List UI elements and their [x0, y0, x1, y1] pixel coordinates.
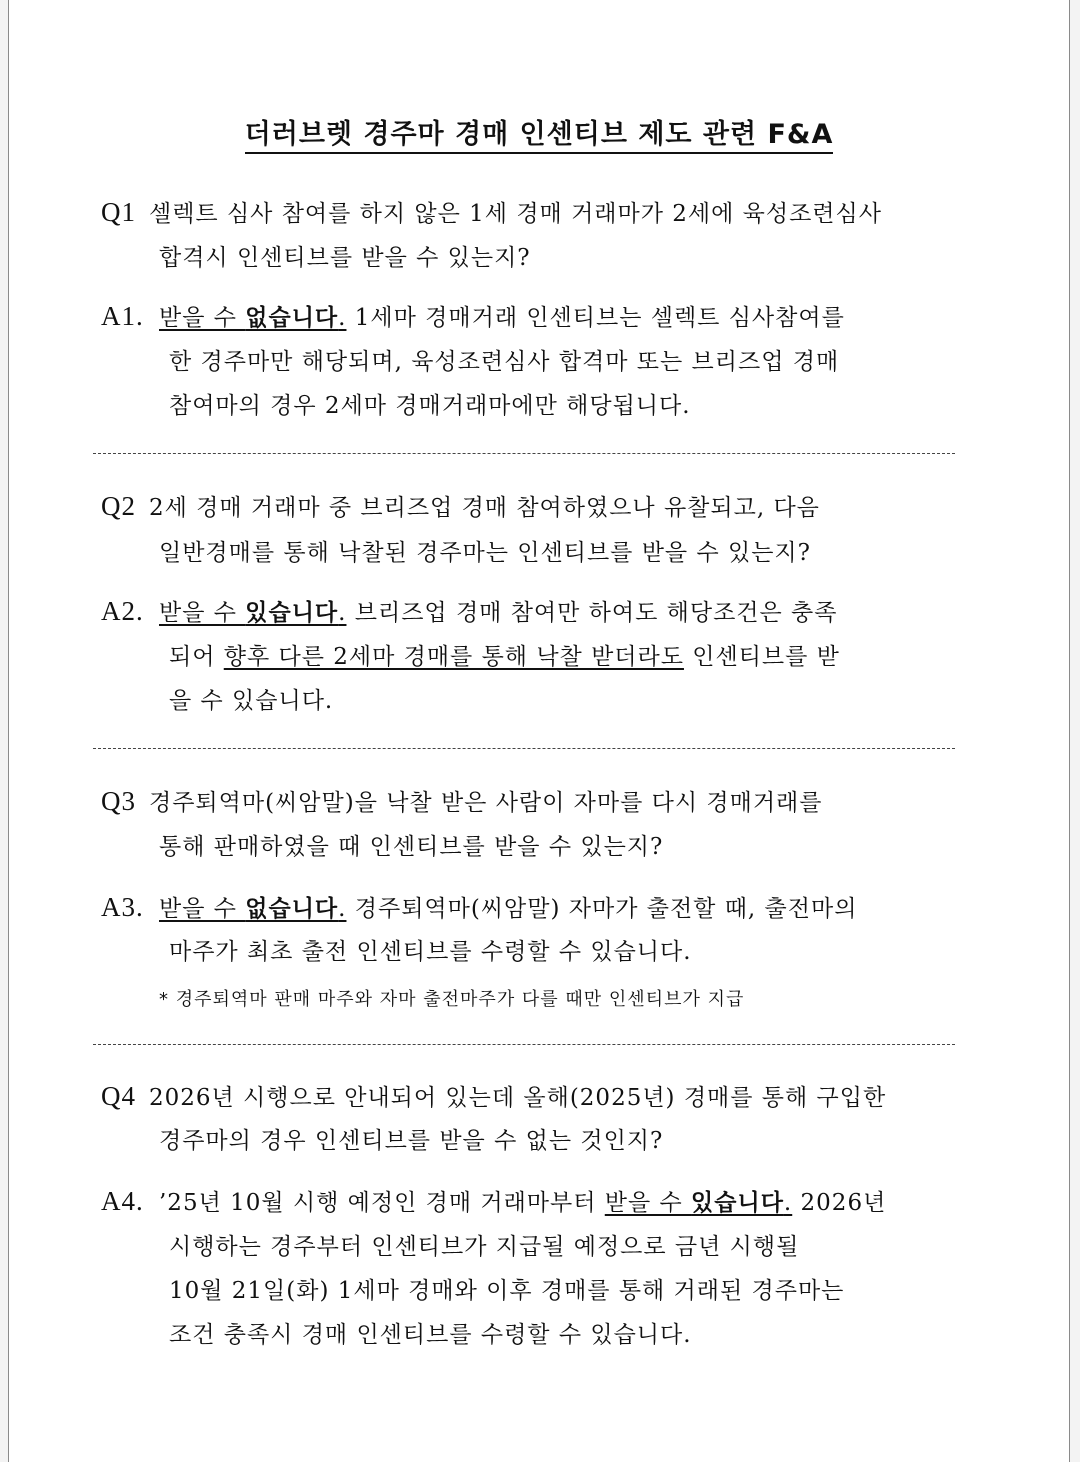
answer-3-note: * 경주퇴역마 판매 마주와 자마 출전마주가 다를 때만 인센티브가 지급: [159, 989, 745, 1010]
answer-label: A3.: [101, 892, 144, 922]
question-3: Q3 경주퇴역마(씨암말)을 낙찰 받은 사람이 자마를 다시 경매거래를: [101, 786, 823, 816]
question-3-line-2: 통해 판매하였을 때 인센티브를 받을 수 있는지?: [159, 834, 664, 860]
page-title: 더러브렛 경주마 경매 인센티브 제도 관련 F&A: [9, 112, 1069, 151]
answer-2-line-2: 되어 향후 다른 2세마 경매를 통해 낙찰 받더라도 인센티브를 받: [169, 644, 840, 670]
answer-4-line-2: 시행하는 경주부터 인센티브가 지급될 예정으로 금년 시행될: [169, 1234, 800, 1260]
answer-3-line-2: 마주가 최초 출전 인센티브를 수령할 수 있습니다.: [169, 939, 692, 965]
answer-label: A4.: [101, 1186, 144, 1216]
question-label: Q4: [101, 1081, 136, 1111]
question-4: Q4 2026년 시행으로 안내되어 있는데 올해(2025년) 경매를 통해 구입한: [101, 1081, 887, 1111]
answer-1-line-3: 참여마의 경우 2세마 경매거래마에만 해당됩니다.: [169, 393, 691, 419]
section-divider: [93, 748, 955, 749]
section-divider: [93, 1044, 955, 1045]
answer-4-emphasis: 받을 수 있습니다.: [604, 1190, 793, 1216]
answer-1-line-2: 한 경주마만 해당되며, 육성조련심사 합격마 또는 브리즈업 경매: [169, 349, 840, 375]
answer-4: A4. ’25년 10월 시행 예정인 경매 거래마부터 받을 수 있습니다. 2026년: [101, 1186, 887, 1216]
question-2-line-2: 일반경매를 통해 낙찰된 경주마는 인센티브를 받을 수 있는지?: [159, 540, 811, 566]
answer-2-emphasis: 받을 수 있습니다.: [159, 600, 347, 626]
question-4-line-2: 경주마의 경우 인센티브를 받을 수 없는 것인지?: [159, 1128, 664, 1154]
answer-2-line-3: 을 수 있습니다.: [169, 688, 334, 714]
document-page: [8, 0, 1070, 1462]
question-1-line-2: 합격시 인센티브를 받을 수 있는지?: [159, 245, 531, 271]
answer-3-emphasis: 받을 수 없습니다.: [159, 896, 347, 922]
question-label: Q1: [101, 197, 136, 227]
answer-1-emphasis: 받을 수 없습니다.: [159, 305, 347, 331]
answer-label: A1.: [101, 301, 144, 331]
answer-4-line-4: 조건 충족시 경매 인센티브를 수령할 수 있습니다.: [169, 1322, 692, 1348]
answer-1: A1. 받을 수 없습니다. 1세마 경매거래 인센티브는 셀렉트 심사참여를: [101, 301, 845, 331]
question-label: Q3: [101, 786, 136, 816]
question-label: Q2: [101, 491, 136, 521]
answer-label: A2.: [101, 596, 144, 626]
answer-2: A2. 받을 수 있습니다. 브리즈업 경매 참여만 하여도 해당조건은 충족: [101, 596, 838, 626]
question-1: Q1 셀렉트 심사 참여를 하지 않은 1세 경매 거래마가 2세에 육성조련심사: [101, 197, 882, 227]
section-divider: [93, 453, 955, 454]
answer-4-line-3: 10월 21일(화) 1세마 경매와 이후 경매를 통해 거래된 경주마는: [169, 1278, 845, 1304]
answer-3: A3. 받을 수 없습니다. 경주퇴역마(씨암말) 자마가 출전할 때, 출전마의: [101, 892, 858, 922]
question-2: Q2 2세 경매 거래마 중 브리즈업 경매 참여하였으나 유찰되고, 다음: [101, 491, 820, 521]
